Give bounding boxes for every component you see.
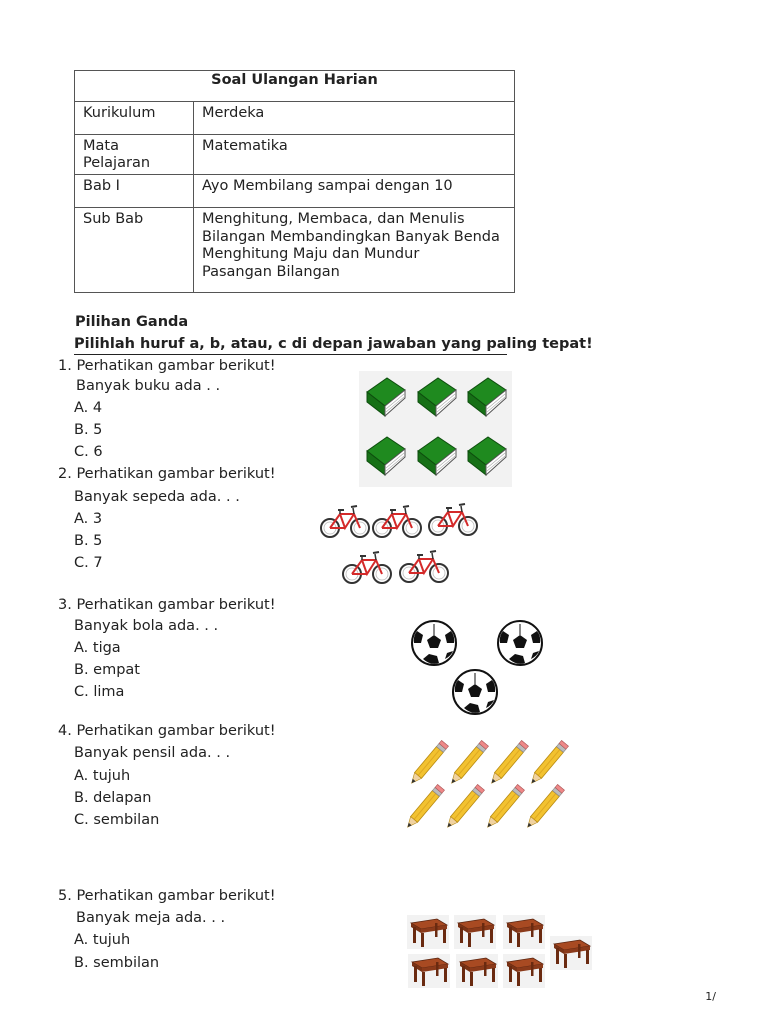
bicycle-icon xyxy=(321,506,369,537)
question-prompt: 3. Perhatikan gambar berikut! xyxy=(58,597,276,613)
option-b[interactable]: B. empat xyxy=(74,662,140,678)
sub-bab-line: Menghitung Maju dan Mundur xyxy=(202,246,420,262)
option-b[interactable]: B. delapan xyxy=(74,790,152,806)
question-text: Banyak pensil ada. . . xyxy=(74,745,231,761)
sub-bab-line: Menghitung, Membaca, dan Menulis xyxy=(202,211,465,227)
question-text: Banyak bola ada. . . xyxy=(74,618,219,634)
question-prompt: 1. Perhatikan gambar berikut! xyxy=(58,358,276,374)
sub-bab-line: Bilangan Membandingkan Banyak Benda xyxy=(202,228,500,245)
pencils-group xyxy=(404,740,568,830)
pencil-icon xyxy=(524,784,564,830)
option-b[interactable]: B. sembilan xyxy=(74,955,160,971)
pencil-icon xyxy=(404,784,444,830)
bicycle-icon xyxy=(400,551,448,582)
option-c[interactable]: C. 6 xyxy=(74,444,103,460)
question-text: Banyak sepeda ada. . . xyxy=(74,489,240,505)
pencil-icon xyxy=(408,740,448,786)
book-icon xyxy=(462,431,512,483)
option-a[interactable]: A. tujuh xyxy=(74,932,131,948)
option-a[interactable]: A. tiga xyxy=(74,640,121,656)
option-a[interactable]: A. 3 xyxy=(74,511,103,527)
pencil-icon xyxy=(488,740,528,786)
page-number: 1/ xyxy=(705,990,716,1003)
book-icon xyxy=(361,431,411,483)
row-label: Mata Pelajaran xyxy=(75,135,194,175)
option-c[interactable]: C. lima xyxy=(74,684,125,700)
option-c[interactable]: C. 7 xyxy=(74,555,103,571)
book-icon xyxy=(462,372,512,424)
option-b[interactable]: B. 5 xyxy=(74,533,103,549)
option-a[interactable]: A. tujuh xyxy=(74,768,131,784)
option-c[interactable]: C. sembilan xyxy=(74,812,160,828)
row-value: Merdeka xyxy=(194,102,515,135)
option-b[interactable]: B. 5 xyxy=(74,422,103,438)
question-prompt: 5. Perhatikan gambar berikut! xyxy=(58,888,276,904)
pencil-icon xyxy=(448,740,488,786)
book-icon xyxy=(412,431,462,483)
question-text: Banyak buku ada . . xyxy=(76,378,221,394)
pencil-icon xyxy=(484,784,524,830)
balls-group xyxy=(412,621,542,714)
bicycle-icon xyxy=(429,504,477,535)
table-icon xyxy=(454,915,496,949)
table-icon xyxy=(408,954,450,988)
sub-bab-line: Pasangan Bilangan xyxy=(202,263,340,280)
book-icon xyxy=(361,372,411,424)
row-label: Sub Bab xyxy=(75,208,194,293)
pencil-icon xyxy=(444,784,484,830)
instruction: Pilihlah huruf a, b, atau, c di depan jawaban yang paling tepat! xyxy=(74,336,593,352)
book-icon xyxy=(412,372,462,424)
bicycles-group xyxy=(321,504,477,583)
tables-group xyxy=(407,915,592,988)
section-title: Pilihan Ganda xyxy=(75,314,189,330)
table-icon xyxy=(503,954,545,988)
row-value: Matematika xyxy=(194,135,515,175)
row-value: Ayo Membilang sampai dengan 10 xyxy=(194,175,515,208)
question-prompt: 4. Perhatikan gambar berikut! xyxy=(58,723,276,739)
soccer-ball-icon xyxy=(498,621,542,665)
books-group xyxy=(359,371,512,487)
table-title: Soal Ulangan Harian xyxy=(75,71,515,102)
question-prompt: 2. Perhatikan gambar berikut! xyxy=(58,466,276,482)
bicycle-icon xyxy=(373,506,421,537)
row-label: Bab I xyxy=(75,175,194,208)
table-icon xyxy=(550,936,592,970)
pencil-icon xyxy=(528,740,568,786)
question-text: Banyak meja ada. . . xyxy=(76,910,226,926)
option-a[interactable]: A. 4 xyxy=(74,400,103,416)
soccer-ball-icon xyxy=(412,621,456,665)
soccer-ball-icon xyxy=(453,670,497,714)
row-label: Kurikulum xyxy=(75,102,194,135)
table-icon xyxy=(407,915,449,949)
table-icon xyxy=(456,954,498,988)
bicycle-icon xyxy=(343,552,391,583)
table-icon xyxy=(503,915,545,949)
